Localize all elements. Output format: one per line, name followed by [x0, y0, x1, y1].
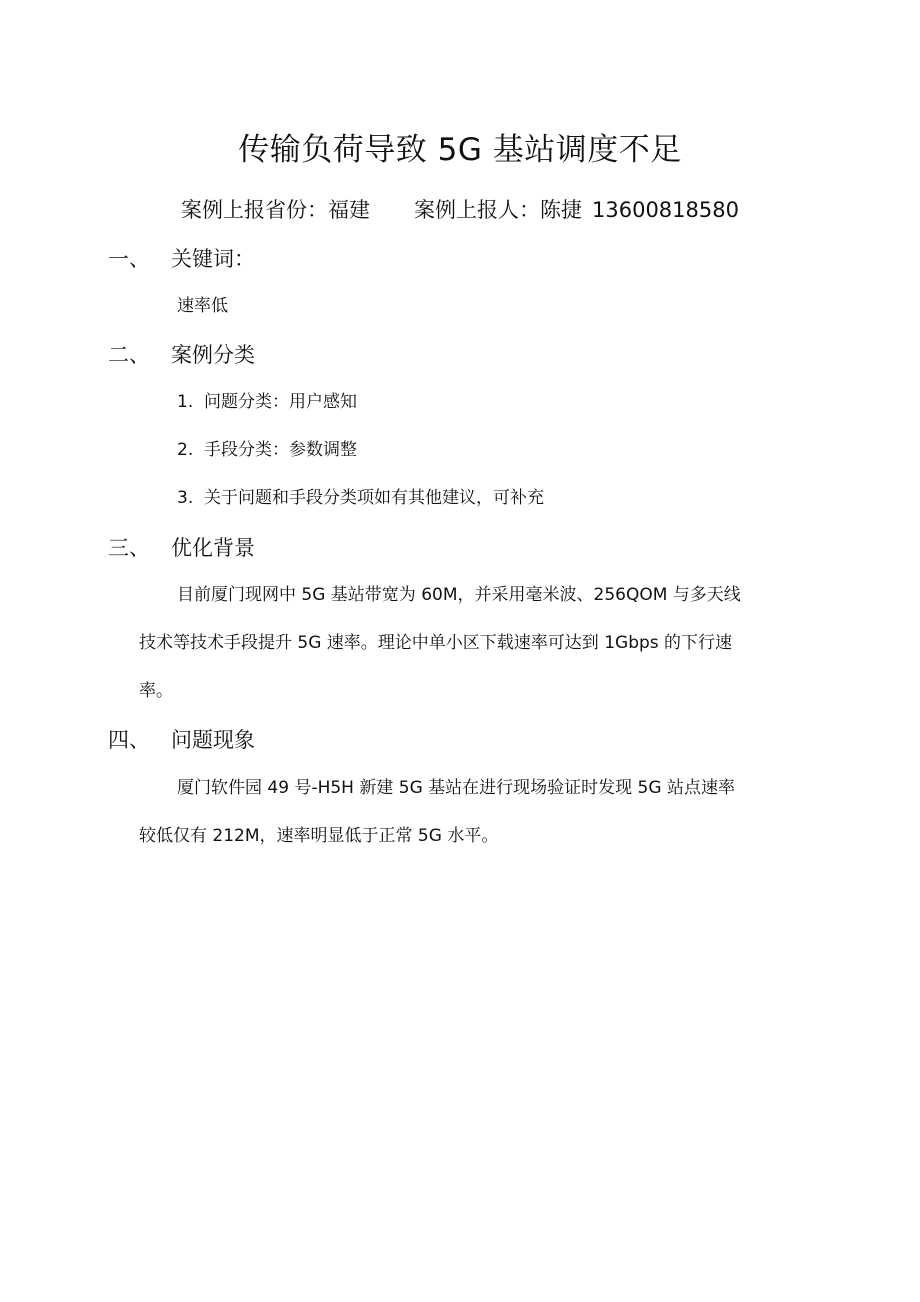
section-title: 问题现象 [171, 728, 255, 752]
list-item [177, 483, 544, 513]
province-label: 案例上报省份： [181, 198, 328, 222]
document-title: 传输负荷导致 5G 基站调度不足 [238, 132, 682, 168]
list-number: 3. [177, 488, 194, 508]
paragraph-line: 较低仅有 212M，速率明显低于正常 5G 水平。 [139, 826, 499, 846]
reporter-label: 案例上报人： [414, 198, 540, 222]
section-title: 案例分类 [171, 343, 255, 367]
reporter-phone: 13600818580 [592, 198, 739, 222]
section-number: 三、 [108, 536, 150, 560]
section-number: 一、 [108, 247, 150, 271]
province-value: 福建 [328, 198, 370, 222]
reporter-name: 陈捷 [540, 198, 582, 222]
paragraph-line: 厦门软件园 49 号-H5H 新建 5G 基站在进行现场验证时发现 5G 站点速率 [177, 778, 735, 798]
list-text: 手段分类：参数调整 [204, 440, 357, 460]
list-text: 问题分类：用户感知 [204, 392, 357, 412]
section-title: 优化背景 [171, 536, 255, 560]
list-item [177, 387, 357, 417]
list-number: 1. [177, 392, 194, 412]
list-item [177, 435, 357, 465]
keyword-text: 速率低 [177, 296, 228, 316]
section-title: 关键词： [171, 247, 255, 271]
paragraph-line: 技术等技术手段提升 5G 速率。理论中单小区下载速率可达到 1Gbps 的下行速 [139, 633, 733, 653]
section-number: 二、 [108, 343, 150, 367]
reporter-line [0, 192, 920, 228]
paragraph-line: 目前厦门现网中 5G 基站带宽为 60M，并采用毫米波、256QOM 与多天线 [177, 585, 741, 605]
list-text: 关于问题和手段分类项如有其他建议，可补充 [204, 488, 544, 508]
list-number: 2. [177, 440, 194, 460]
paragraph-line: 率。 [139, 681, 173, 701]
section-number: 四、 [108, 728, 150, 752]
